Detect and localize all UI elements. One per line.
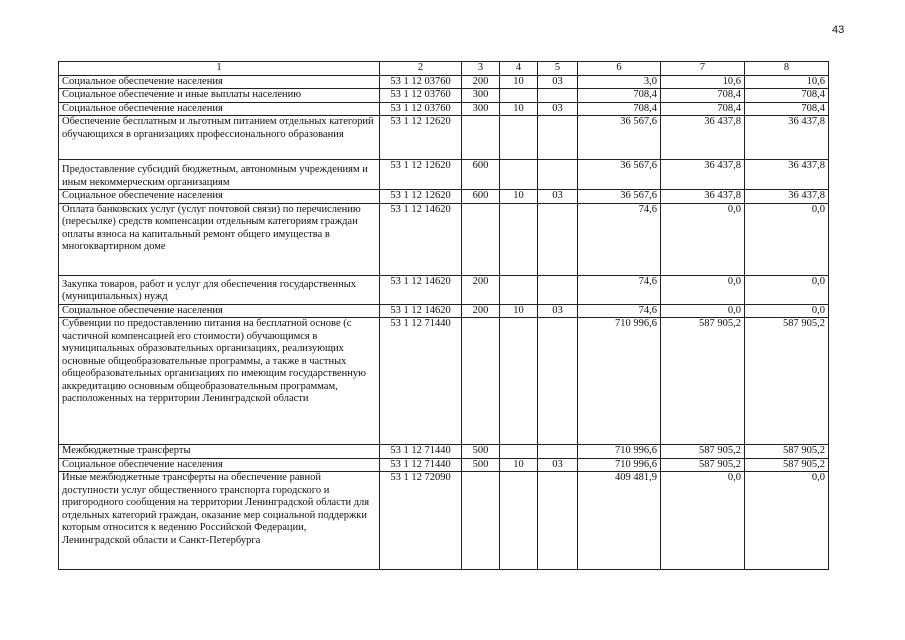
table-row	[59, 190, 829, 204]
table-row	[59, 472, 829, 570]
row-subsection: 03	[538, 304, 578, 318]
row-section	[500, 318, 538, 445]
row-expense-type	[462, 203, 500, 275]
row-name: Предоставление субсидий бюджетным, автономным учреждениям и иным некоммерческим организациям	[59, 160, 380, 190]
row-year3-amount: 708,4	[745, 89, 829, 103]
row-target-code: 53 1 12 12620	[380, 160, 462, 190]
row-year2-amount: 708,4	[661, 102, 745, 116]
row-target-code: 53 1 12 71440	[380, 458, 462, 472]
row-year1-amount: 36 567,6	[578, 116, 661, 160]
row-year1-amount: 74,6	[578, 304, 661, 318]
col-header-4: 4	[500, 62, 538, 76]
row-name: Социальное обеспечение населения	[59, 304, 380, 318]
row-year2-amount: 0,0	[661, 304, 745, 318]
page-number: 43	[832, 24, 845, 36]
row-subsection	[538, 89, 578, 103]
row-subsection: 03	[538, 458, 578, 472]
row-year3-amount: 10,6	[745, 75, 829, 89]
row-year2-amount: 708,4	[661, 89, 745, 103]
row-section	[500, 89, 538, 103]
row-name: Социальное обеспечение населения	[59, 458, 380, 472]
row-year2-amount: 10,6	[661, 75, 745, 89]
row-section: 10	[500, 75, 538, 89]
row-year3-amount: 36 437,8	[745, 190, 829, 204]
row-expense-type	[462, 318, 500, 445]
row-name: Иные межбюджетные трансферты на обеспечение равной доступности услуг общественного транспорта городского и пригородного сообщения на территории Ленинградской области для отдельных категорий граждан, оказание мер социальной поддержки которым относится к ведению Российской Федерации, Ленинградской области и Санкт-Петербурга	[59, 472, 380, 570]
row-year3-amount: 36 437,8	[745, 160, 829, 190]
budget-table	[58, 61, 829, 570]
header-row	[59, 62, 829, 76]
table-row	[59, 318, 829, 445]
row-year2-amount: 587 905,2	[661, 445, 745, 459]
row-year1-amount: 409 481,9	[578, 472, 661, 570]
row-year2-amount: 0,0	[661, 275, 745, 304]
row-section	[500, 116, 538, 160]
row-subsection	[538, 472, 578, 570]
row-section: 10	[500, 190, 538, 204]
row-year1-amount: 74,6	[578, 275, 661, 304]
row-name: Социальное обеспечение населения	[59, 102, 380, 116]
row-year3-amount: 587 905,2	[745, 458, 829, 472]
row-expense-type: 300	[462, 102, 500, 116]
table-row	[59, 275, 829, 304]
row-year1-amount: 36 567,6	[578, 190, 661, 204]
row-year3-amount: 0,0	[745, 472, 829, 570]
row-target-code: 53 1 12 14620	[380, 275, 462, 304]
row-year2-amount: 587 905,2	[661, 318, 745, 445]
row-section: 10	[500, 458, 538, 472]
row-subsection	[538, 160, 578, 190]
table-row	[59, 304, 829, 318]
row-year1-amount: 708,4	[578, 102, 661, 116]
row-expense-type	[462, 472, 500, 570]
row-subsection: 03	[538, 75, 578, 89]
row-subsection: 03	[538, 102, 578, 116]
row-year3-amount: 587 905,2	[745, 445, 829, 459]
row-year2-amount: 36 437,8	[661, 190, 745, 204]
row-year1-amount: 710 996,6	[578, 445, 661, 459]
col-header-8: 8	[745, 62, 829, 76]
row-expense-type: 600	[462, 190, 500, 204]
row-section: 10	[500, 102, 538, 116]
row-section	[500, 275, 538, 304]
row-target-code: 53 1 12 12620	[380, 116, 462, 160]
table-row	[59, 102, 829, 116]
row-name: Обеспечение бесплатным и льготным питанием отдельных категорий обучающихся в организациях профессионального образования	[59, 116, 380, 160]
row-target-code: 53 1 12 03760	[380, 75, 462, 89]
row-section	[500, 472, 538, 570]
table-row	[59, 75, 829, 89]
row-target-code: 53 1 12 03760	[380, 102, 462, 116]
row-expense-type: 200	[462, 275, 500, 304]
table-row	[59, 445, 829, 459]
row-section	[500, 203, 538, 275]
col-header-1: 1	[59, 62, 380, 76]
row-year2-amount: 0,0	[661, 472, 745, 570]
row-year3-amount: 0,0	[745, 304, 829, 318]
row-year3-amount: 587 905,2	[745, 318, 829, 445]
row-section	[500, 445, 538, 459]
row-name: Межбюджетные трансферты	[59, 445, 380, 459]
row-expense-type: 200	[462, 75, 500, 89]
table-row	[59, 203, 829, 275]
row-expense-type: 300	[462, 89, 500, 103]
row-year1-amount: 36 567,6	[578, 160, 661, 190]
row-section	[500, 160, 538, 190]
row-expense-type: 200	[462, 304, 500, 318]
row-target-code: 53 1 12 72090	[380, 472, 462, 570]
row-year2-amount: 0,0	[661, 203, 745, 275]
table-row	[59, 458, 829, 472]
row-name: Субвенции по предоставлению питания на бесплатной основе (с частичной компенсацией его стоимости) обучающимся в муниципальных образовательных организациях, реализующих основные общеобразовательные программы, а также в частных общеобразовательных организациях по имеющим государственную аккредитацию основным общеобразовательным программам, расположенных на территории Ленинградской области	[59, 318, 380, 445]
row-subsection	[538, 275, 578, 304]
row-target-code: 53 1 12 71440	[380, 318, 462, 445]
row-name: Социальное обеспечение населения	[59, 75, 380, 89]
row-year3-amount: 36 437,8	[745, 116, 829, 160]
row-target-code: 53 1 12 71440	[380, 445, 462, 459]
col-header-5: 5	[538, 62, 578, 76]
row-expense-type	[462, 116, 500, 160]
row-subsection	[538, 445, 578, 459]
table-row	[59, 89, 829, 103]
row-year2-amount: 36 437,8	[661, 116, 745, 160]
row-year3-amount: 0,0	[745, 203, 829, 275]
row-target-code: 53 1 12 03760	[380, 89, 462, 103]
row-name: Социальное обеспечение и иные выплаты населению	[59, 89, 380, 103]
row-name: Оплата банковских услуг (услуг почтовой связи) по перечислению (пересылке) средств компенсации отдельным категориям граждан оплаты взноса на капитальный ремонт общего имущества в многоквартирном доме	[59, 203, 380, 275]
row-year1-amount: 3,0	[578, 75, 661, 89]
col-header-2: 2	[380, 62, 462, 76]
row-year1-amount: 708,4	[578, 89, 661, 103]
row-year2-amount: 587 905,2	[661, 458, 745, 472]
col-header-7: 7	[661, 62, 745, 76]
table-row	[59, 160, 829, 190]
row-expense-type: 500	[462, 458, 500, 472]
row-target-code: 53 1 12 12620	[380, 190, 462, 204]
row-year3-amount: 0,0	[745, 275, 829, 304]
row-year1-amount: 710 996,6	[578, 318, 661, 445]
row-subsection	[538, 116, 578, 160]
row-expense-type: 500	[462, 445, 500, 459]
table-row	[59, 116, 829, 160]
row-name: Социальное обеспечение населения	[59, 190, 380, 204]
row-target-code: 53 1 12 14620	[380, 203, 462, 275]
row-section: 10	[500, 304, 538, 318]
row-expense-type: 600	[462, 160, 500, 190]
row-year1-amount: 74,6	[578, 203, 661, 275]
row-subsection	[538, 318, 578, 445]
row-subsection: 03	[538, 190, 578, 204]
row-year1-amount: 710 996,6	[578, 458, 661, 472]
row-name: Закупка товаров, работ и услуг для обеспечения государственных (муниципальных) нужд	[59, 275, 380, 304]
row-target-code: 53 1 12 14620	[380, 304, 462, 318]
col-header-6: 6	[578, 62, 661, 76]
col-header-3: 3	[462, 62, 500, 76]
row-subsection	[538, 203, 578, 275]
row-year3-amount: 708,4	[745, 102, 829, 116]
row-year2-amount: 36 437,8	[661, 160, 745, 190]
